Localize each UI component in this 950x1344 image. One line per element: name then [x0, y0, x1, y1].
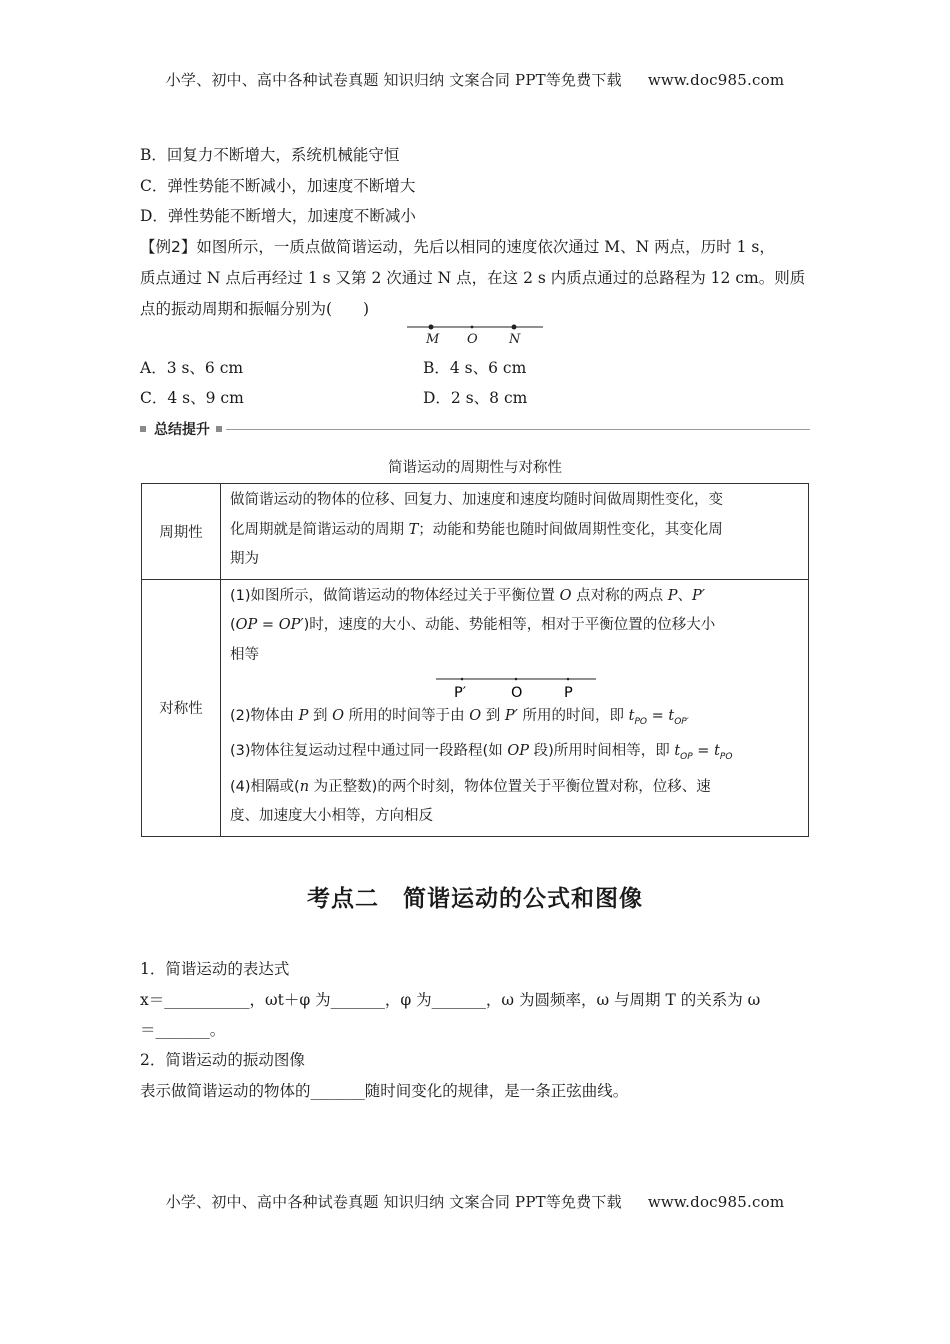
pop-figure: [230, 670, 800, 702]
point-n: [512, 325, 517, 330]
header-site[interactable]: www.doc985.com: [647, 71, 785, 89]
label-o: O: [467, 332, 478, 347]
section-title: 考点二 简谐运动的公式和图像: [307, 886, 643, 912]
symmetry-line6: (4)相隔或(n 为正整数)的两个时刻，物体位置关于平衡位置对称，位移、速: [230, 778, 711, 795]
symmetry-line7: 度、加速度大小相等，方向相反: [230, 808, 433, 825]
option-b: B．4 s、6 cm: [423, 359, 527, 377]
point-p: [567, 678, 570, 681]
header-text: 小学、初中、高中各种试卷真题 知识归纳 文案合同 PPT等免费下载: [165, 71, 622, 89]
option-c: C．4 s、9 cm: [140, 389, 244, 407]
footer-site[interactable]: www.doc985.com: [647, 1193, 785, 1211]
row-header-symmetry: 对称性: [142, 579, 221, 836]
symmetry-line4: (2)物体由 P 到 O 所用的时间等于由 O 到 P′ 所用的时间，即 $t_{PO} = t_{OP'}$: [230, 708, 689, 727]
table-row-periodicity: [142, 484, 809, 580]
row-header-periodicity: 周期性: [142, 484, 221, 580]
summary-table: [141, 483, 809, 837]
periodicity-line1: 做简谐运动的物体的位移、回复力、加速度和速度均随时间做周期性变化，变: [230, 492, 723, 508]
item2-line1: 表示做简谐运动的物体的_______随时间变化的规律，是一条正弦曲线。: [140, 1082, 629, 1100]
item1-line1: x＝___________，ωt＋φ 为_______，φ 为_______，ω 为圆频率，ω 与周期 T 的关系为 ω: [140, 991, 761, 1009]
example2-label: 【例2】: [140, 238, 197, 256]
label-n: N: [509, 332, 521, 347]
point-m: [429, 325, 434, 330]
table-row-symmetry: [142, 579, 809, 836]
symmetry-line2: (OP = OP′)时，速度的大小、动能、势能相等，相对于平衡位置的位移大小: [230, 617, 716, 633]
example2-line3: 点的振动周期和振幅分别为( ): [140, 300, 370, 318]
summary-bar: [140, 419, 810, 439]
label-m: M: [426, 332, 440, 347]
point-o2: [515, 678, 518, 681]
periodicity-line2: 化周期就是简谐运动的周期 T；动能和势能也随时间做周期性变化，其变化周: [230, 521, 723, 538]
example2-line2: 质点通过 N 点后再经过 1 s 又第 2 次通过 N 点，在这 2 s 内质点通过的总路程为 12 cm。则质: [140, 269, 806, 287]
item1-line2: ＝_______。: [140, 1021, 226, 1039]
label-pprime: P′: [454, 685, 467, 701]
label-o2: O: [511, 685, 523, 701]
option-d-prev: D．弹性势能不断增大，加速度不断减小: [140, 207, 416, 225]
row-content-periodicity: [221, 484, 809, 580]
summary-rule: [226, 429, 810, 430]
option-c-prev: C．弹性势能不断减小，加速度不断增大: [140, 177, 416, 195]
label-p: P: [564, 685, 573, 701]
symmetry-line3: 相等: [230, 646, 259, 663]
item2-title: 2．简谐运动的振动图像: [140, 1051, 305, 1069]
table-title: 简谐运动的周期性与对称性: [388, 460, 562, 476]
point-pprime: [461, 678, 464, 681]
footer-text: 小学、初中、高中各种试卷真题 知识归纳 文案合同 PPT等免费下载: [165, 1193, 622, 1211]
row-content-symmetry: [221, 579, 809, 836]
item1-title: 1．简谐运动的表达式: [140, 960, 290, 978]
example2-line1: [140, 235, 775, 257]
symmetry-line1: (1)如图所示，做简谐运动的物体经过关于平衡位置 O 点对称的两点 P、P′: [230, 587, 706, 604]
page-header: [0, 69, 950, 90]
symmetry-line5: (3)物体往复运动过程中通过同一段路程(如 OP 段)所用时间相等，即 $t_{OP} = t_{PO}$: [230, 743, 733, 763]
example2-text1: 如图所示，一质点做简谐运动，先后以相同的速度依次通过 M、N 两点，历时 1 s，: [196, 238, 775, 256]
summary-square-left: [140, 426, 146, 432]
summary-square-right: [216, 426, 222, 432]
periodicity-line3: 期为: [230, 551, 259, 567]
page-footer: [0, 1191, 950, 1212]
summary-label: 总结提升: [154, 422, 210, 438]
option-a: A．3 s、6 cm: [140, 359, 244, 377]
option-b-prev: B．回复力不断增大，系统机械能守恒: [140, 146, 400, 164]
option-d: D．2 s、8 cm: [423, 389, 528, 407]
mon-figure: [405, 318, 550, 352]
point-o: [471, 326, 474, 329]
